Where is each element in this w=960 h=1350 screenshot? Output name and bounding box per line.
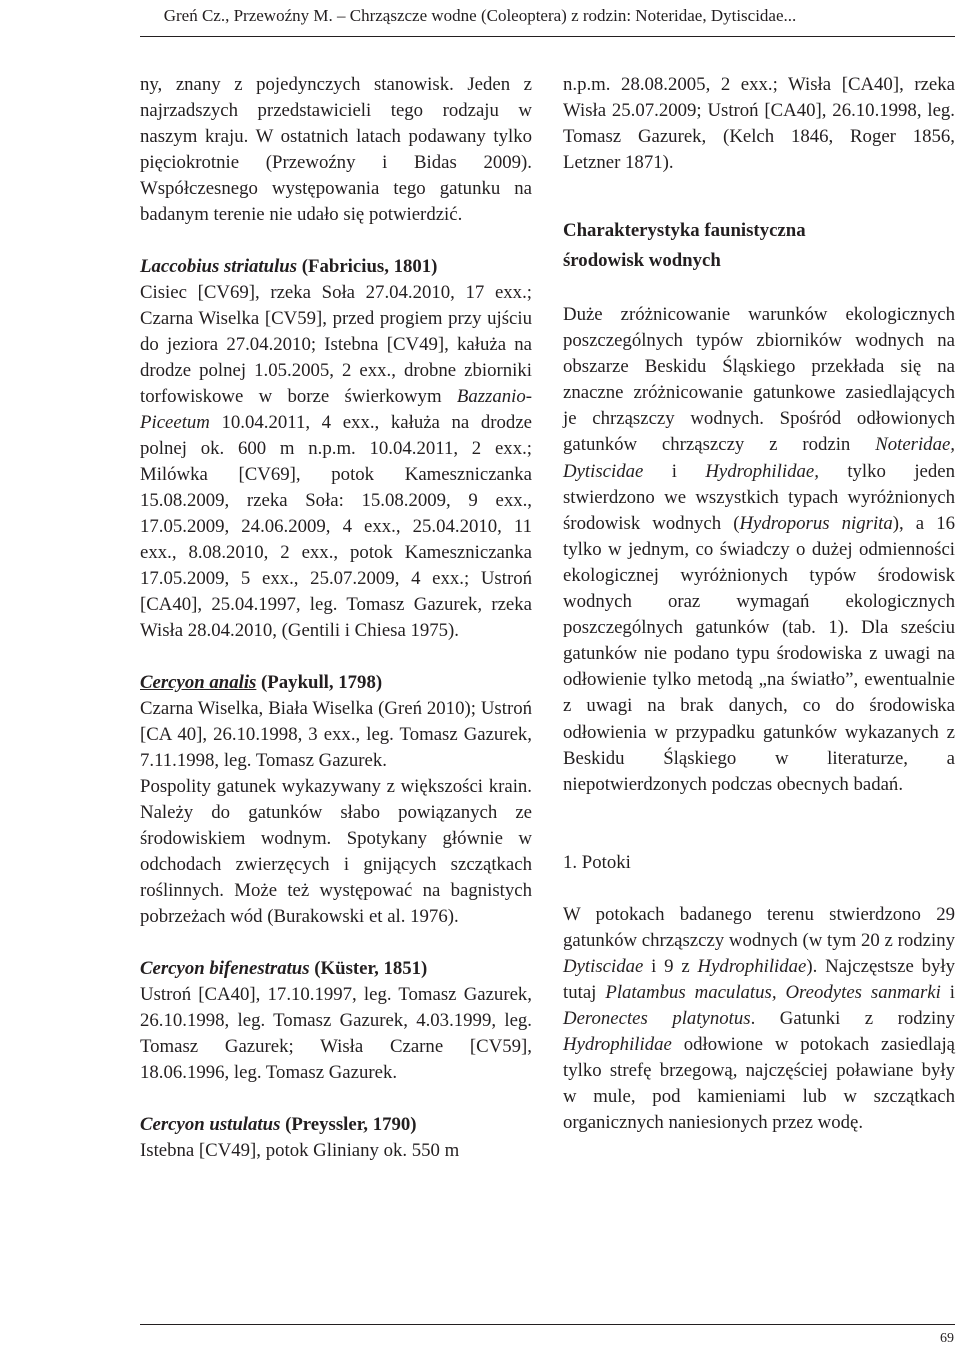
species-heading-laccobius: Laccobius striatulus (Fabricius, 1801)	[140, 256, 438, 277]
intro-paragraph: ny, znany z pojedynczych stanowisk. Jeden z najrzadszych przedstawicieli tego rodzaju w naszym kraju. W ostatnich latach podawany tylko pięciokrotnie (Przewoźny i Bidas 2009). Współczesnego występowania tego gatunku na badanym terenie nie udało się potwierdzić.	[140, 74, 532, 225]
species-heading-cercyon-bifenestratus: Cercyon bifenestratus (Küster, 1851)	[140, 958, 428, 979]
species-heading-cercyon-ustulatus: Cercyon ustulatus (Preyssler, 1790)	[140, 1114, 417, 1135]
species-record-laccobius: Cisiec [CV69], rzeka Soła 27.04.2010, 17 exx.; Czarna Wiselka [CV59], przed progiem przy ujściu do jeziora 27.04.2010; Istebna [CV49], kałuża na drodze polnej 1.05.2005, 2 exx., drobne zbiorniki torfowiskowe w borze świerkowym Bazzanio-Piceetum 10.04.2011, 4 exx., kałuża na drodze polnej ok. 600 m n.p.m. 10.04.2011, 2 exx.; Milówka [CV69], potok Kameszniczanka 15.08.2009, rzeka Soła: 15.08.2009, 9 exx., 17.05.2009, 24.06.2009, 4 exx., 25.04.2010, 11 exx., 8.08.2010, 2 exx., potok Kameszniczanka 17.05.2009, 5 exx., 25.07.2009, 4 exx.; Ustroń [CA40], 25.04.1997, leg. Tomasz Gazurek, rzeka Wisła 28.04.2010, (Gentili i Chiesa 1975).	[140, 282, 532, 641]
species-record-cercyon-ustulatus: Istebna [CV49], potok Gliniany ok. 550 m	[140, 1140, 460, 1161]
species-note-cercyon-analis: Pospolity gatunek wykazywany z większości krain. Należy do gatunków słabo powiązanych ze środowiskiem wodnym. Spotykany głównie w odchodach zwierzęcych i gnijących szczątkach roślinnych. Może też występować na bagnistych pobrzeżach wód (Burakowski et al. 1976).	[140, 776, 532, 927]
right-column	[563, 72, 955, 1136]
section-paragraph-2: W potokach badanego terenu stwierdzono 29 gatunków chrząszczy wodnych (w tym 20 z rodziny Dytiscidae i 9 z Hydrophilidae). Najczęstsze były tutaj Platambus maculatus, Oreodytes sanmarki i Deronectes platynotus. Gatunki z rodziny Hydrophilidae odłowione w potokach zasiedlają tylko strefę brzegową, najczęściej poławiane były w mule, pod kamieniami lub w szczątkach organicznych naniesionych przez wodę.	[563, 903, 956, 1133]
section-title: Charakterystyka faunistyczna środowisk wodnych	[563, 220, 806, 271]
species-heading-cercyon-analis: Cercyon analis (Paykull, 1798)	[140, 672, 383, 693]
header-rule	[140, 36, 955, 37]
section-paragraph-1: Duże zróżnicowanie warunków ekologicznych poszczególnych typów zbiorników wodnych na obszarze Beskidu Śląskiego przekłada się na znaczne zróżnicowanie gatunkowe zasiedlających je chrząszczy wodnych. Spośród odłowionych gatunków chrząszczy z rodzin Noteridae, Dytiscidae i Hydrophilidae, tylko jeden stwierdzono we wszystkich typach wyróżnionych środowisk wodnych (Hydroporus nigrita), a 16 tylko w jednym, co świadczy o dużej odmienności ekologicznej wyróżnionych typów środowisk wodnych oraz wymagań ekologicznych poszczególnych gatunków (tab. 1). Dla sześciu gatunków nie podano typu środowiska z uwagi na odłowienie tylko metodą „na światło”, ewentualnie z uwagi na brak danych, co do środowiska odłowienia w przypadku gatunków wykazanych z Beskidu Śląskiego w literaturze, a niepotwierdzonych podczas obecnych badań.	[563, 304, 955, 795]
species-record-cercyon-bifenestratus: Ustroń [CA40], 17.10.1997, leg. Tomasz Gazurek, 26.10.1998, leg. Tomasz Gazurek, 4.03.1999, leg. Tomasz Gazurek; Wisła Czarne [CV59], 18.06.1996, leg. Tomasz Gazurek.	[140, 984, 532, 1083]
subsection-title-potoki: 1. Potoki	[563, 851, 631, 873]
running-head: Greń Cz., Przewoźny M. – Chrząszcze wodne (Coleoptera) z rodzin: Noteridae, Dytiscidae...	[163, 6, 797, 25]
species-record-cercyon-analis: Czarna Wiselka, Biała Wiselka (Greń 2010); Ustroń [CA 40], 26.10.1998, 3 exx., leg. Tomasz Gazurek, 7.11.1998, leg. Tomasz Gazurek.	[140, 698, 532, 771]
continued-record: n.p.m. 28.08.2005, 2 exx.; Wisła [CA40], rzeka Wisła 25.07.2009; Ustroń [CA40], 26.10.1998, leg. Tomasz Gazurek, (Kelch 1846, Roger 1856, Letzner 1871).	[563, 74, 955, 173]
page-number: 69	[940, 1331, 954, 1346]
footer-rule	[140, 1324, 955, 1325]
left-column	[140, 72, 532, 1164]
